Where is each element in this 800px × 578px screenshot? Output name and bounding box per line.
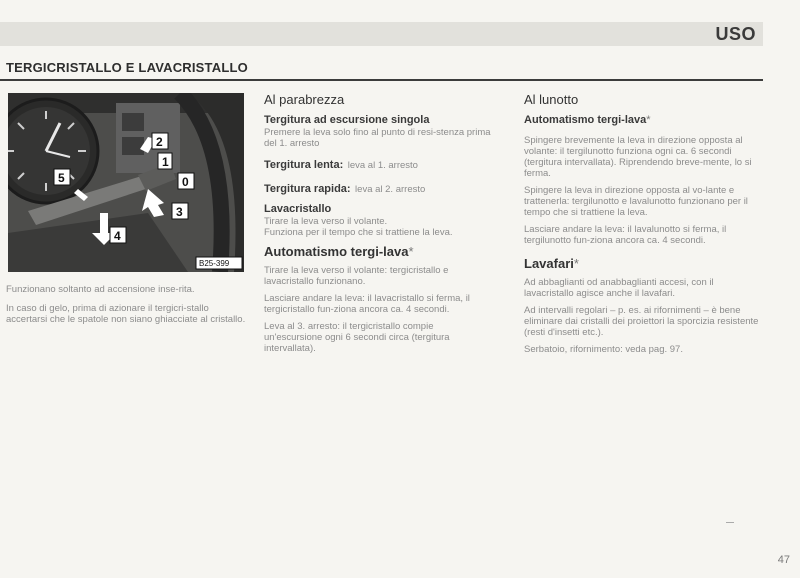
fast-wipe-line <box>264 179 492 197</box>
lavafari-para-1: Ad abbaglianti od anabbaglianti accesi, con il lavacristallo agisce anche il lavafari. <box>524 277 714 299</box>
callout-2: 2 <box>156 135 163 149</box>
auto-wash-para-2: Lasciare andare la leva: il lavacristallo si ferma, il tergicristallo fun-ziona ancora ca. 4 secondi. <box>264 293 470 315</box>
lavafari-title-text: Lavafari <box>524 256 574 271</box>
fast-wipe-value: leva al 2. arresto <box>355 184 426 195</box>
dash-mark <box>726 522 734 523</box>
washer-title: Lavacristallo <box>264 203 332 215</box>
single-wipe-block <box>264 114 492 149</box>
rear-auto-title-text: Automatismo tergi-lava <box>524 114 647 126</box>
single-wipe-text: Premere la leva solo fino al punto di resi-stenza prima del 1. arresto <box>264 127 491 149</box>
rear-heading: Al lunotto <box>524 92 579 107</box>
rear-auto-para-2: Spingere la leva in direzione opposta al vo-lante e trattenerla: tergilunotto e lavalunotto funzionano per il tempo che si trattiene la leva. <box>524 185 748 218</box>
rear-auto-para-3: Lasciare andare la leva: il lavalunotto si ferma, il tergilunotto fun-ziona ancora ca. 4 secondi. <box>524 224 727 246</box>
note-ignition: Funzionano soltanto ad accensione inse-rita. <box>6 284 195 295</box>
left-notes <box>6 284 246 333</box>
windshield-heading: Al parabrezza <box>264 92 345 107</box>
figure-code: B25-399 <box>199 259 230 268</box>
callout-1: 1 <box>162 155 169 169</box>
section-label: USO <box>715 24 756 44</box>
header-band <box>0 22 763 46</box>
lavafari-para-2: Ad intervalli regolari – p. es. ai rifornimenti – è bene eliminare dai cristalli dei proiettori la sporcizia resistente (resti d'insetti etc.). <box>524 305 759 338</box>
washer-text-2: Funziona per il tempo che si trattiene la leva. <box>264 227 453 238</box>
lavafari-para-3: Serbatoio, rifornimento: veda pag. 97. <box>524 344 683 355</box>
rear-window-column <box>524 92 764 361</box>
callout-4: 4 <box>114 229 121 243</box>
single-wipe-title: Tergitura ad escursione singola <box>264 114 430 126</box>
wiper-lever-illustration <box>8 93 244 272</box>
fast-wipe-label: Tergitura rapida: <box>264 183 351 195</box>
slow-wipe-line <box>264 155 492 173</box>
callout-0: 0 <box>182 175 189 189</box>
auto-wash-title <box>264 244 492 259</box>
windshield-column <box>264 92 492 360</box>
page-title: TERGICRISTALLO E LAVACRISTALLO <box>6 60 248 75</box>
asterisk-icon: * <box>573 256 579 271</box>
washer-text-1: Tirare la leva verso il volante. <box>264 216 388 227</box>
callout-3: 3 <box>176 205 183 219</box>
page-number: 47 <box>777 554 790 566</box>
rear-auto-title <box>524 114 764 127</box>
note-frost: In caso di gelo, prima di azionare il tergicri-stallo accertarsi che le spatole non siano ghiacciate al cristallo. <box>6 303 246 325</box>
auto-wash-title-text: Automatismo tergi-lava <box>264 244 409 259</box>
auto-wash-para-3: Leva al 3. arresto: il tergicristallo compie un'escursione ogni 6 secondi circa (tergitura intervallata). <box>264 321 450 354</box>
lavafari-title <box>524 256 764 271</box>
rear-auto-para-1: Spingere brevemente la leva in direzione opposta al volante: il tergilunotto funziona ogni ca. 6 secondi (tergitura intervallata). Riprendendo breve-mente, lo si ferma. <box>524 135 752 179</box>
wiper-lever-photo <box>8 93 244 272</box>
callout-5: 5 <box>58 171 65 185</box>
washer-block <box>264 203 492 238</box>
slow-wipe-label: Tergitura lenta: <box>264 159 344 171</box>
asterisk-icon: * <box>408 244 414 259</box>
asterisk-icon: * <box>646 114 651 126</box>
slow-wipe-value: leva al 1. arresto <box>347 160 418 171</box>
auto-wash-para-1: Tirare la leva verso il volante: tergicristallo e lavacristallo funzionano. <box>264 265 449 287</box>
title-rule <box>0 79 763 81</box>
